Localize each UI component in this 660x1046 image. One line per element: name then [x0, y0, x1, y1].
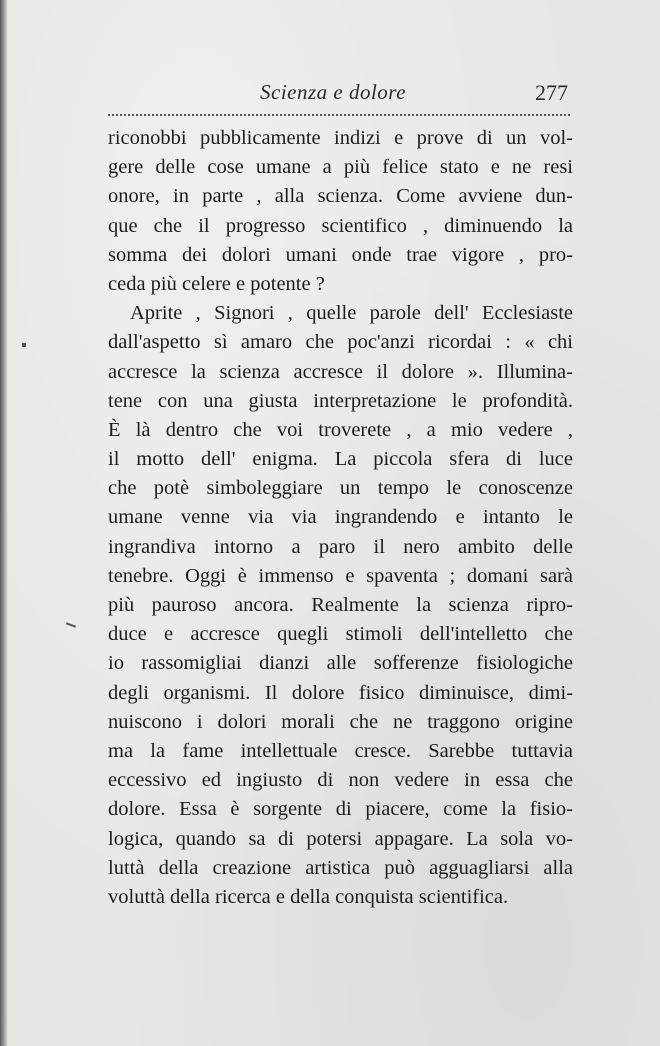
page-spine-shadow	[0, 0, 8, 1046]
text-line: dolore. Essa è sorgente di piacere, come la fisio-	[108, 798, 573, 821]
text-line: ma la fame intellettuale cresce. Sarebbe tuttavia	[108, 739, 573, 762]
running-title: Scienza e dolore	[260, 80, 407, 104]
paragraph-start-line: Aprite , Signori , quelle parole dell' Ecclesiaste	[130, 302, 573, 325]
text-line: que che il progresso scientifico , diminuendo la	[108, 214, 573, 237]
text-line: onore, in parte , alla scienza. Come avviene dun-	[108, 185, 573, 208]
text-line: ingrandiva intorno a paro il nero ambito delle	[108, 535, 573, 558]
page-number: 277	[535, 80, 568, 105]
text-line: che potè simboleggiare un tempo le conoscenze	[108, 477, 573, 500]
text-line: somma dei dolori umani onde trae vigore , pro-	[108, 243, 573, 266]
running-head	[108, 74, 568, 110]
text-line: tene con una giusta interpretazione le profondità.	[108, 389, 573, 412]
body-text	[108, 124, 573, 912]
text-line: È là dentro che voi troverete , a mio vedere ,	[108, 418, 573, 441]
text-line: più pauroso ancora. Realmente la scienza ripro-	[108, 594, 573, 616]
margin-mark	[66, 622, 76, 627]
text-line: accresce la scienza accresce il dolore ». Illumina-	[108, 360, 573, 383]
text-line: ceda più celere e potente ?	[108, 272, 325, 295]
text-line: logica, quando sa di potersi appagare. La sola vo-	[108, 827, 573, 850]
text-line: voluttà della ricerca e della conquista scientifica.	[108, 885, 509, 908]
text-line: gere delle cose umane a più felice stato e ne resi	[108, 156, 573, 179]
header-dotted-rule	[108, 114, 570, 116]
text-line: riconobbi pubblicamente indizi e prove di un vol-	[108, 127, 573, 149]
text-line: eccessivo ed ingiusto di non vedere in essa che	[108, 769, 573, 792]
text-line: il motto dell' enigma. La piccola sfera di luce	[108, 448, 573, 471]
margin-mark	[22, 343, 26, 347]
text-line: nuiscono i dolori morali che ne traggono origine	[108, 710, 573, 733]
text-line: io rassomigliai dianzi alle sofferenze fisiologiche	[108, 652, 573, 675]
text-line: luttà della creazione artistica può agguagliarsi alla	[108, 856, 573, 879]
text-line: tenebre. Oggi è immenso e spaventa ; domani sarà	[108, 564, 573, 587]
text-line: umane venne via via ingrandendo e intanto le	[108, 506, 573, 529]
text-line: duce e accresce quegli stimoli dell'intelletto che	[108, 623, 573, 646]
text-line: degli organismi. Il dolore fisico diminuisce, dimi-	[108, 681, 573, 704]
text-line: dall'aspetto sì amaro che poc'anzi ricordai : « chi	[108, 331, 573, 354]
